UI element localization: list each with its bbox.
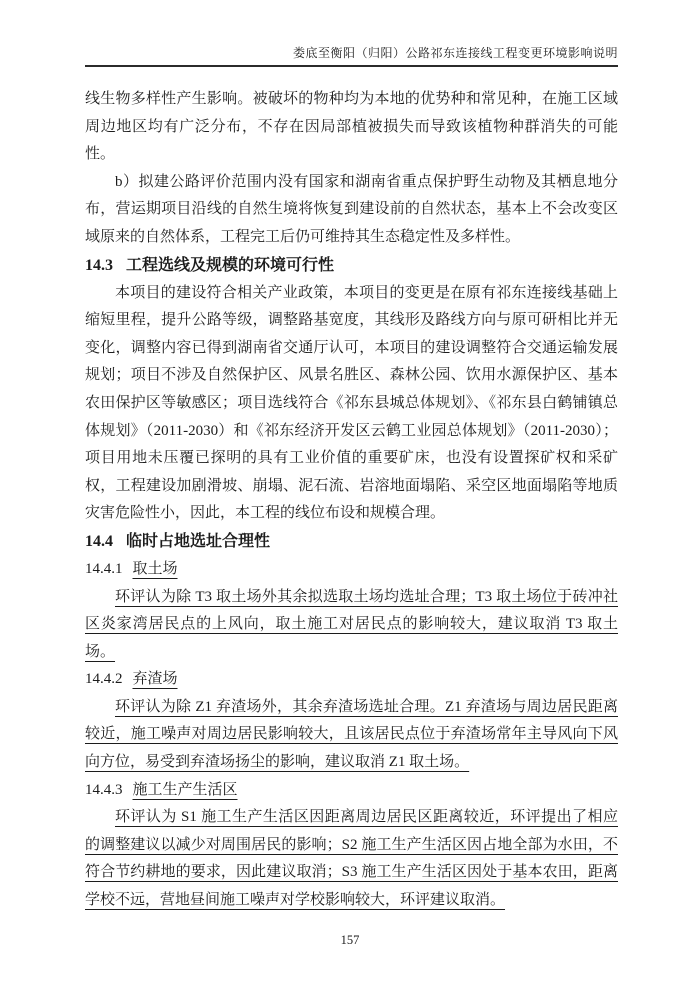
heading-number: 14.3	[85, 256, 113, 274]
heading-number: 14.4.1	[85, 560, 123, 577]
section-heading-14-4-1	[85, 556, 618, 584]
heading-number: 14.4.3	[85, 781, 123, 798]
body-paragraph: 环评认为除 T3 取土场外其余拟选取土场均选址合理；T3 取土场位于砖冲社区炎家湾居民点的上风向，取土施工对居民点的影响较大，建议取消 T3 取土场。	[85, 588, 618, 660]
running-head-title: 娄底至衡阳（归阳）公路祁东连接线工程变更环境影响说明	[292, 46, 618, 60]
heading-title: 施工生产生活区	[132, 781, 238, 798]
body-paragraph: 环评认为 S1 施工生产生活区因距离周边居民区距离较近，环评提出了相应的调整建议以减少对周围居民的影响；S2 施工生产生活区因占地全部为水田，不符合节约耕地的要求，因此建议取消；S3 施工生产生活区因处于基本农田，距离学校不远，营地昼间施工噪声对学校影响较大，环评建议取消。	[85, 809, 618, 909]
header-rule	[85, 65, 618, 67]
heading-title: 弃渣场	[132, 671, 178, 688]
page-header	[85, 44, 618, 67]
page-number: 157	[340, 933, 360, 947]
page-footer	[0, 933, 700, 948]
document-body	[85, 86, 618, 915]
body-paragraph: b）拟建公路评价范围内没有国家和湖南省重点保护野生动物及其栖息地分布，营运期项目沿线的自然生境将恢复到建设前的自然状态，基本上不会改变区域原来的自然体系，工程完工后仍可维持其生态稳定性及多样性。	[85, 173, 618, 245]
heading-title: 取土场	[132, 560, 178, 577]
body-paragraph: 本项目的建设符合相关产业政策，本项目的变更是在原有祁东连接线基础上缩短里程，提升公路等级，调整路基宽度，其线形及路线方向与原可研相比并无变化，调整内容已得到湖南省交通厅认可，本项目的建设调整符合交通运输发展规划；项目不涉及自然保护区、风景名胜区、森林公园、饮用水源保护区、基本农田保护区等敏感区；项目选线符合《祁东县城总体规划》、《祁东县白鹤铺镇总体规划》（2011-2030）和《祁东经济开发区云鹤工业园总体规划》（2011-2030）；项目用地未压覆已探明的具有工业价值的重要矿床，也没有设置探矿权和采矿权，工程建设加剧滑坡、崩塌、泥石流、岩溶地面塌陷、采空区地面塌陷等地质灾害危险性小，因此，本工程的线位布设和规模合理。	[85, 284, 618, 522]
heading-number: 14.4	[85, 532, 113, 550]
section-heading-14-4-3	[85, 777, 618, 805]
body-paragraph: 环评认为除 Z1 弃渣场外，其余弃渣场选址合理。Z1 弃渣场与周边居民距离较近，施工噪声对周边居民影响较大，且该居民点位于弃渣场常年主导风向下风向方位，易受到弃渣场扬尘的影响，建议取消 Z1 取土场。	[85, 698, 618, 771]
section-heading-14-4-2	[85, 666, 618, 694]
heading-number: 14.4.2	[85, 671, 123, 688]
heading-title: 工程选线及规模的环境可行性	[126, 256, 335, 274]
heading-title: 临时占地选址合理性	[126, 532, 271, 550]
section-heading-14-3	[85, 252, 618, 280]
body-paragraph: 线生物多样性产生影响。被破坏的物种均为本地的优势种和常见种，在施工区域周边地区均有广泛分布，不存在因局部植被损失而导致该植物种群消失的可能性。	[85, 91, 618, 163]
section-heading-14-4	[85, 528, 618, 556]
